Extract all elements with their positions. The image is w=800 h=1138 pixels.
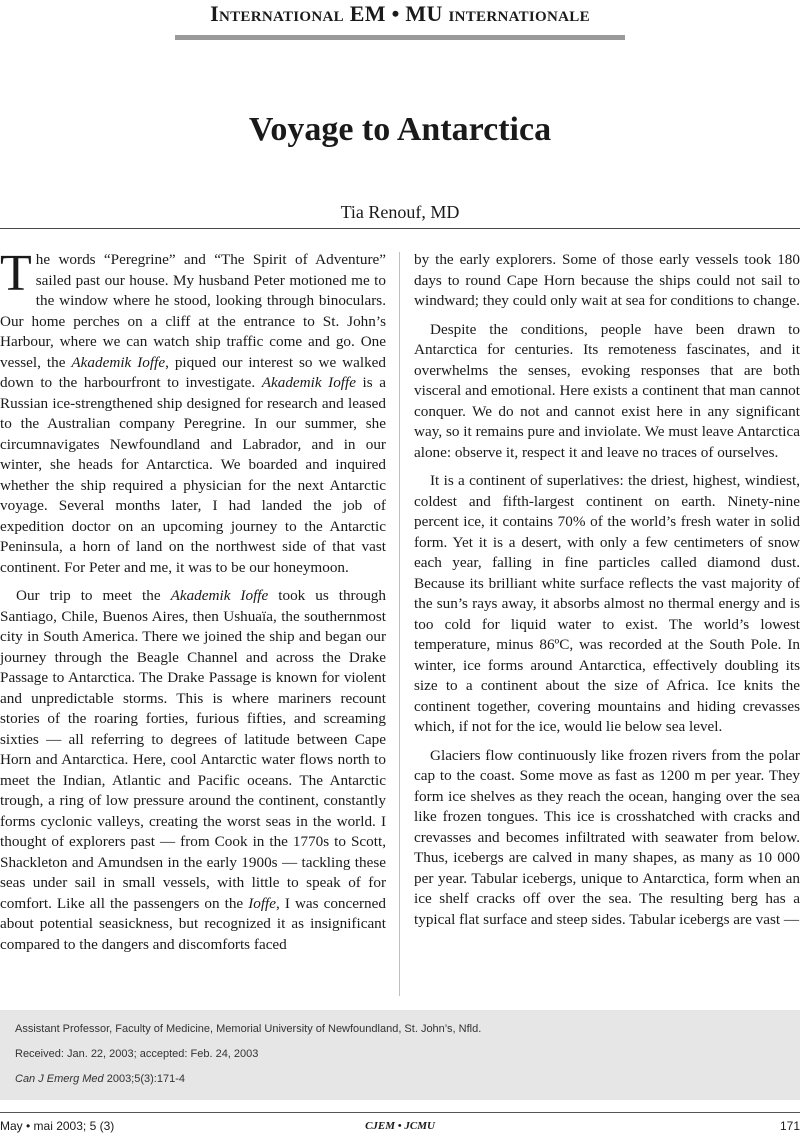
title-rule (0, 228, 800, 229)
ship-name: Akademik Ioffe (261, 374, 356, 391)
paragraph-2 (0, 586, 386, 955)
ship-name: Akademik Ioffe (170, 587, 269, 604)
drop-cap: T (0, 250, 32, 302)
paragraph-4: Despite the conditions, people have been drawn to Antarctica for centuries. Its remoteness fascinates, and it overwhelms the senses, evoking responses that are both visceral and emotional. Here exists a continent that man cannot conquer. We do not and cannot exist here in any significant way, so it remains pure and inviolate. We must leave Antarctica alone: observe it, respect it and leave no traces of ourselves. (414, 320, 800, 461)
footer-rule (0, 1112, 800, 1113)
paragraph-2-text-a: Our trip to meet the (16, 587, 171, 604)
received-dates: Received: Jan. 22, 2003; accepted: Feb. 24, 2003 (15, 1048, 259, 1060)
article-author: Tia Renouf, MD (340, 202, 460, 222)
affiliation-box (0, 1010, 800, 1100)
author-affiliation: Assistant Professor, Faculty of Medicine, Memorial University of Newfoundland, St. John’s, Nfld. (15, 1023, 482, 1035)
header-rule (175, 35, 625, 40)
paragraph-1 (0, 250, 386, 578)
column-divider (399, 252, 400, 996)
footer-issue: May • mai 2003; 5 (3) (0, 1119, 115, 1133)
paragraph-1-text-c: is a Russian ice-strengthened ship designed for research and leased to the Australian company Peregrine. In our summer, she circumnavigates Newfoundland and Labrador, and in our winter, she heads for Antarctica. We boarded and inquired whether the ship required a physician for the next Antarctic voyage. Several months later, I had landed the job of expedition doctor on an upcoming journey to the Antarctic Peninsula, a horn of land on the northwest side of that vast continent. For Peter and me, it was to be our honeymoon. (0, 374, 386, 576)
paragraph-2-text-c: , I was concerned about potential seasickness, but recognized it as insignificant compared to the dangers and discomforts faced (0, 894, 386, 953)
citation-journal: Can J Emerg Med (15, 1073, 104, 1085)
ship-name: Akademik Ioffe (71, 353, 166, 371)
ship-name: Ioffe (248, 894, 277, 912)
paragraph-6: Glaciers flow continuously like frozen rivers from the polar cap to the coast. Some move as fast as 1200 m per year. They form ice shelves as they reach the ocean, hanging over the sea like frozen tongues. This ice is crosshatched with cracks and crevasses and becomes infiltrated with seawater from below. Thus, icebergs are calved in many shapes, as many as 10 000 per year. Tabular icebergs, unique to Antarctica, form when an ice shelf cracks off over the sea. The resulting berg has a typical flat surface and steep sides. Tabular icebergs are vast — (414, 746, 800, 928)
footer-journal: CJEM • JCMU (365, 1120, 435, 1132)
paragraph-3: by the early explorers. Some of those early vessels took 180 days to round Cape Horn because the ships could not sail to windward; they could only wait at sea for conditions to change. (414, 251, 800, 309)
body-column-left (0, 250, 386, 1000)
section-header: International EM • MU internationale (210, 1, 590, 26)
paragraph-1-text-b: , piqued our interest so we walked down to the harbourfront to investigate. (0, 353, 386, 391)
paragraph-2-text-b: took us through Santiago, Chile, Buenos Aires, then Ushuaïa, the southernmost city in South America. There we joined the ship and began our journey through the Beagle Channel and across the Drake Passage to Antarctica. The Drake Passage is known for violent and unpredictable storms. This is where mariners recount stories of the roaring forties, furious fifties, and screaming sixties — all referring to degrees of latitude between Cape Horn and Antarctica. Here, cool Antarctic water flows north to meet the Indian, Atlantic and Pacific oceans. The Antarctic trough, a ring of low pressure around the continent, constantly forms cyclonic valleys, creating the worst seas in the world. I thought of explorers past — from Cook in the 1770s to Scott, Shackleton and Amundsen in the early 1900s — tackling these seas under sail in small vessels, with little to speak of for comfort. Like all the passengers on the (0, 587, 386, 912)
page-number: 171 (779, 1119, 800, 1133)
citation (15, 1072, 185, 1086)
citation-details: 2003;5(3):171-4 (103, 1073, 185, 1085)
paragraph-1-text-a: he words “Peregrine” and “The Spirit of Adventure” sailed past our house. My husband Peter motioned me to the window where he stood, looking through binoculars. Our home perches on a cliff at the entrance to St. John’s Harbour, where we can watch ship traffic come and go. One vessel, the (0, 251, 386, 371)
body-column-right (414, 250, 800, 1000)
paragraph-5: It is a continent of superlatives: the driest, highest, windiest, coldest and fifth-largest continent on earth. Ninety-nine percent ice, it contains 70% of the world’s fresh water in solid form. Yet it is a desert, with only a few centimeters of snow each year, falling in fine particles called diamond dust. Because its brilliant white surface reflects the vast majority of the sun’s rays away, it absorbs almost no thermal energy and is too cold for liquid water to exist. The world’s lowest temperature, minus 86ºC, was recorded at the South Pole. In winter, ice forms around Antarctica, effectively doubling its size to a continent about the size of Africa. Ice knits the continent together, covering mountains and hiding crevasses which, if not for the ice, would lie below sea level. (414, 472, 800, 735)
article-title: Voyage to Antarctica (248, 111, 552, 148)
